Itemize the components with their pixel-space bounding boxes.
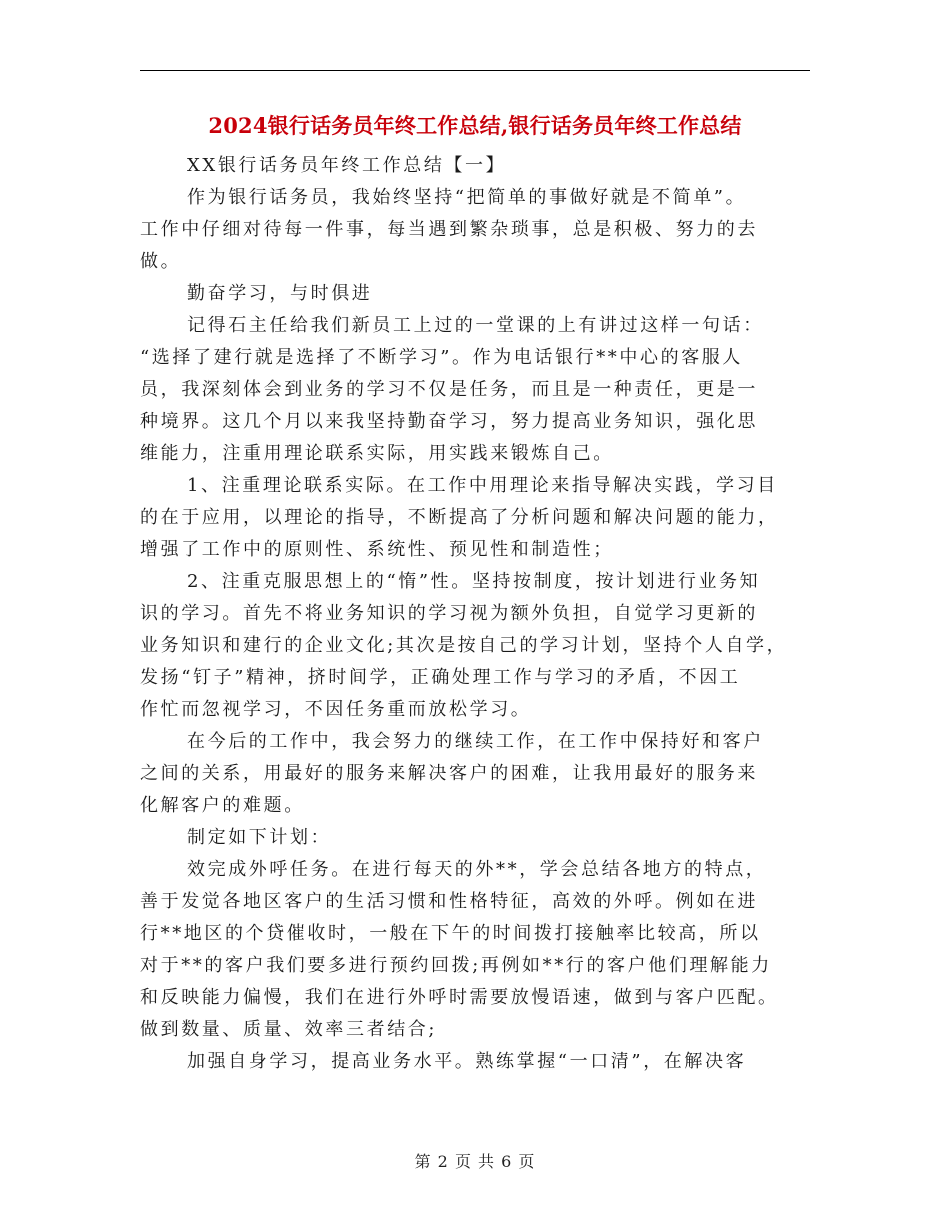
paragraph-line: 记得石主任给我们新员工上过的一堂课的上有讲过这样一句话： [187,315,764,336]
paragraph-line: 识的学习。首先不将业务知识的学习视为额外负担，自觉学习更新的 [140,603,758,624]
paragraph-line: 化解客户的难题。 [140,795,305,816]
paragraph-line: 1、注重理论联系实际。在工作中用理论来指导解决实践，学习目 [187,475,778,496]
paragraph-line: 作为银行话务员，我始终坚持“把简单的事做好就是不简单”。 [187,187,747,208]
paragraph-line: 的在于应用，以理论的指导，不断提高了分析问题和解决问题的能力， [140,507,779,528]
paragraph-line: 对于**的客户我们要多进行预约回拨;再例如**行的客户他们理解能力 [140,955,772,976]
header-rule [140,70,810,71]
paragraph-line: 员，我深刻体会到业务的学习不仅是任务，而且是一种责任，更是一 [140,379,758,400]
paragraph-line: 增强了工作中的原则性、系统性、预见性和制造性； [140,539,614,560]
paragraph-line: 业务知识和建行的企业文化;其次是按自己的学习计划，坚持个人自学， [140,635,788,656]
paragraph-line: 在今后的工作中，我会努力的继续工作，在工作中保持好和客户 [187,731,764,752]
paragraph-line: 种境界。这几个月以来我坚持勤奋学习，努力提高业务知识，强化思 [140,411,758,432]
paragraph-line: 维能力，注重用理论联系实际，用实践来锻炼自己。 [140,443,614,464]
paragraph-line: 加强自身学习，提高业务水平。熟练掌握“一口清”，在解决客 [187,1051,747,1072]
paragraph-line: 做。 [140,251,182,272]
paragraph-line: 善于发觉各地区客户的生活习惯和性格特征，高效的外呼。例如在进 [140,891,758,912]
document-title: 2024银行话务员年终工作总结,银行话务员年终工作总结 [208,113,742,138]
section-heading: 制定如下计划： [187,827,332,848]
paragraph-line: 效完成外呼任务。在进行每天的外**，学会总结各地方的特点， [187,859,767,880]
paragraph-line: 2、注重克服思想上的“惰”性。坚持按制度，按计划进行业务知 [187,571,761,592]
paragraph-line: 做到数量、质量、效率三者结合; [140,1019,438,1040]
paragraph-line: 作忙而忽视学习，不因任务重而放松学习。 [140,699,532,720]
paragraph-line: “选择了建行就是选择了不断学习”。作为电话银行**中心的客服人 [140,347,744,368]
paragraph-line: 发扬“钉子”精神，挤时间学，正确处理工作与学习的矛盾，不因工 [140,667,741,688]
paragraph-line: XX银行话务员年终工作总结【一】 [187,155,507,176]
document-body [140,150,810,1078]
page-footer [0,1150,950,1174]
page-number: 第 2 页 共 6 页 [414,1152,536,1171]
paragraph-line: 工作中仔细对待每一件事，每当遇到繁杂琐事，总是积极、努力的去 [140,219,758,240]
paragraph-line: 和反映能力偏慢，我们在进行外呼时需要放慢语速，做到与客户匹配。 [140,987,779,1008]
paragraph-line: 之间的关系，用最好的服务来解决客户的困难，让我用最好的服务来 [140,763,758,784]
section-heading: 勤奋学习，与时俱进 [187,283,373,304]
paragraph-line: 行**地区的个贷催收时，一般在下午的时间拨打接触率比较高，所以 [140,923,761,944]
